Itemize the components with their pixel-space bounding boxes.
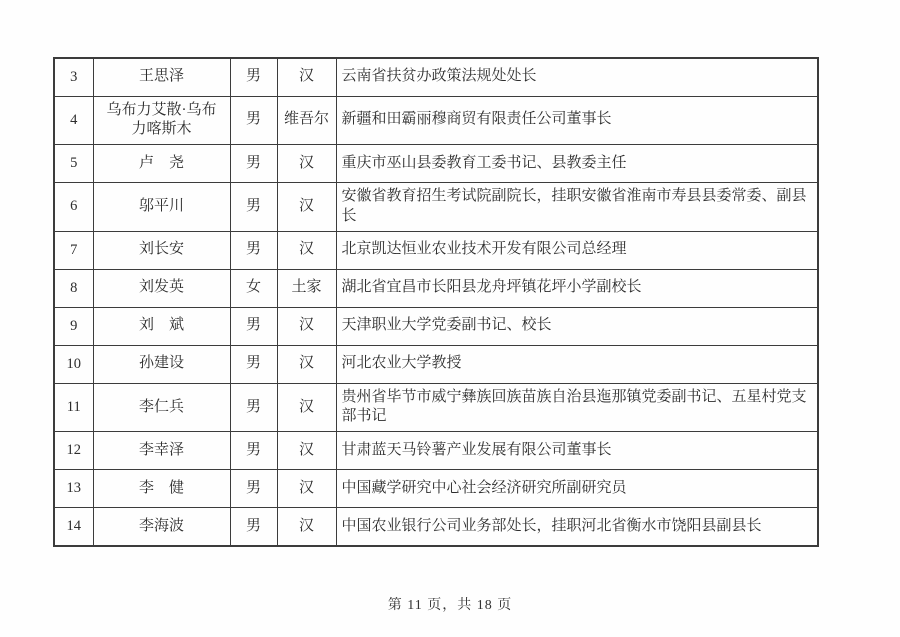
cell-number: 11 <box>54 383 93 432</box>
cell-position: 新疆和田霸丽穆商贸有限责任公司董事长 <box>336 96 818 145</box>
table-row <box>54 345 818 383</box>
cell-name: 李海波 <box>93 508 230 546</box>
cell-number: 13 <box>54 470 93 508</box>
cell-gender: 男 <box>230 383 277 432</box>
cell-ethnicity: 汉 <box>277 383 336 432</box>
cell-gender: 男 <box>230 231 277 269</box>
table-row <box>54 470 818 508</box>
cell-gender: 男 <box>230 307 277 345</box>
cell-gender: 男 <box>230 145 277 183</box>
cell-number: 6 <box>54 183 93 232</box>
cell-gender: 男 <box>230 345 277 383</box>
cell-position: 中国藏学研究中心社会经济研究所副研究员 <box>336 470 818 508</box>
page-footer: 第 11 页，共 18 页 <box>387 598 513 613</box>
table-row <box>54 145 818 183</box>
cell-name: 卢 尧 <box>93 145 230 183</box>
cell-number: 10 <box>54 345 93 383</box>
cell-number: 12 <box>54 432 93 470</box>
cell-name: 李仁兵 <box>93 383 230 432</box>
cell-position: 云南省扶贫办政策法规处处长 <box>336 58 818 96</box>
cell-ethnicity: 汉 <box>277 508 336 546</box>
cell-name: 孙建设 <box>93 345 230 383</box>
cell-position: 安徽省教育招生考试院副院长，挂职安徽省淮南市寿县县委常委、副县长 <box>336 183 818 232</box>
cell-number: 3 <box>54 58 93 96</box>
table-row <box>54 307 818 345</box>
cell-number: 14 <box>54 508 93 546</box>
cell-ethnicity: 汉 <box>277 231 336 269</box>
cell-name: 王思泽 <box>93 58 230 96</box>
table-row <box>54 432 818 470</box>
cell-position: 北京凯达恒业农业技术开发有限公司总经理 <box>336 231 818 269</box>
table-row <box>54 183 818 232</box>
cell-ethnicity: 汉 <box>277 345 336 383</box>
cell-name: 刘 斌 <box>93 307 230 345</box>
table-row <box>54 58 818 96</box>
cell-ethnicity: 汉 <box>277 470 336 508</box>
cell-position: 中国农业银行公司业务部处长，挂职河北省衡水市饶阳县副县长 <box>336 508 818 546</box>
cell-gender: 男 <box>230 58 277 96</box>
table-row <box>54 383 818 432</box>
cell-ethnicity: 汉 <box>277 432 336 470</box>
cell-ethnicity: 汉 <box>277 307 336 345</box>
cell-ethnicity: 汉 <box>277 183 336 232</box>
cell-number: 8 <box>54 269 93 307</box>
cell-gender: 男 <box>230 432 277 470</box>
cell-ethnicity: 土家 <box>277 269 336 307</box>
cell-ethnicity: 维吾尔 <box>277 96 336 145</box>
table-row <box>54 231 818 269</box>
cell-name: 刘发英 <box>93 269 230 307</box>
cell-position: 甘肃蓝天马铃薯产业发展有限公司董事长 <box>336 432 818 470</box>
cell-number: 9 <box>54 307 93 345</box>
cell-name: 李 健 <box>93 470 230 508</box>
cell-name: 刘长安 <box>93 231 230 269</box>
cell-position: 湖北省宜昌市长阳县龙舟坪镇花坪小学副校长 <box>336 269 818 307</box>
cell-name: 邬平川 <box>93 183 230 232</box>
table-row <box>54 269 818 307</box>
cell-name: 李幸泽 <box>93 432 230 470</box>
cell-gender: 女 <box>230 269 277 307</box>
cell-position: 重庆市巫山县委教育工委书记、县教委主任 <box>336 145 818 183</box>
cell-gender: 男 <box>230 470 277 508</box>
table-row <box>54 508 818 546</box>
cell-gender: 男 <box>230 96 277 145</box>
cell-ethnicity: 汉 <box>277 145 336 183</box>
cell-ethnicity: 汉 <box>277 58 336 96</box>
cell-number: 7 <box>54 231 93 269</box>
cell-position: 天津职业大学党委副书记、校长 <box>336 307 818 345</box>
cell-number: 5 <box>54 145 93 183</box>
cell-position: 贵州省毕节市威宁彝族回族苗族自治县迤那镇党委副书记、五星村党支部书记 <box>336 383 818 432</box>
table-row <box>54 96 818 145</box>
cell-number: 4 <box>54 96 93 145</box>
cell-gender: 男 <box>230 508 277 546</box>
cell-position: 河北农业大学教授 <box>336 345 818 383</box>
cell-gender: 男 <box>230 183 277 232</box>
roster-table <box>53 57 819 547</box>
cell-name: 乌布力艾散·乌布力喀斯木 <box>93 96 230 145</box>
